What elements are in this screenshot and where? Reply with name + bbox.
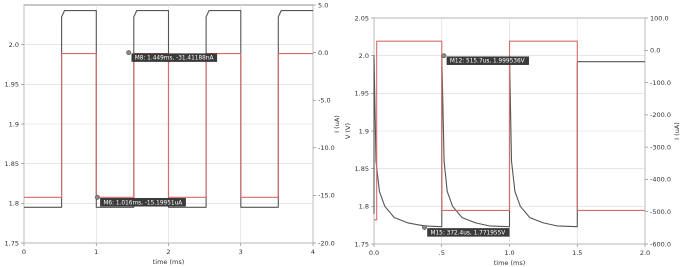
y-right-tick-label: -10.0 bbox=[318, 144, 335, 153]
y-left-tick-label: 1.75 bbox=[4, 239, 19, 248]
y-left-tick-label: 1.8 bbox=[8, 199, 19, 208]
y-right-tick-label: -300.0 bbox=[650, 143, 671, 152]
y-left-tick-label: 2.0 bbox=[8, 40, 19, 49]
y-left-tick-label: 1.85 bbox=[354, 164, 369, 173]
marker-m12-point bbox=[442, 53, 446, 57]
x-tick-label: .5 bbox=[438, 249, 445, 257]
marker-m8-label: M8: 1.449ms, -31.41188nA bbox=[134, 55, 214, 62]
y-right-tick-label: -5.0 bbox=[318, 96, 331, 105]
y-left-tick-label: 2.0 bbox=[358, 51, 369, 60]
y-right-axis-label: I (uA) bbox=[333, 115, 341, 133]
x-tick-label: 4 bbox=[310, 248, 316, 256]
x-tick-label: 1.5 bbox=[572, 249, 583, 257]
marker-m6-label: M6: 1.016ms, -15.19951uA bbox=[103, 200, 183, 207]
y-right-tick-label: -400.0 bbox=[650, 175, 671, 184]
marker-m15-point bbox=[422, 225, 426, 229]
y-left-tick-label: 1.95 bbox=[4, 80, 19, 89]
y-right-tick-label: 0.0 bbox=[318, 48, 329, 57]
y-right-tick-label: 100.0 bbox=[650, 14, 669, 23]
y-left-axis-label: V (V) bbox=[344, 122, 352, 140]
x-axis-label: time (ms) bbox=[493, 259, 526, 267]
y-left-tick-label: 1.9 bbox=[8, 120, 19, 129]
x-tick-label: 3 bbox=[238, 248, 243, 256]
y-right-tick-label: -15.0 bbox=[318, 191, 335, 200]
x-tick-label: 0.0 bbox=[368, 249, 380, 257]
y-right-tick-label: -500.0 bbox=[650, 208, 671, 217]
y-left-tick-label: 1.9 bbox=[358, 127, 369, 136]
y-left-tick-label: 1.75 bbox=[354, 240, 369, 249]
y-left-tick-label: 1.85 bbox=[4, 159, 19, 168]
x-tick-label: 1.0 bbox=[504, 249, 515, 257]
x-axis-label: time (ms) bbox=[152, 258, 185, 266]
marker-m6-point bbox=[95, 195, 99, 199]
y-right-tick-label: -200.0 bbox=[650, 111, 671, 120]
y-left-tick-label: 1.95 bbox=[354, 89, 369, 98]
y-right-tick-label: -600.0 bbox=[650, 240, 671, 249]
chart-right bbox=[340, 0, 681, 267]
marker-m8-point bbox=[126, 50, 130, 54]
y-right-tick-label: 0.0 bbox=[650, 46, 661, 55]
marker-m12-label: M12: 515.7us, 1.999536V bbox=[449, 58, 525, 65]
y-left-tick-label: 1.8 bbox=[358, 202, 369, 211]
y-right-tick-label: -100.0 bbox=[650, 78, 671, 87]
x-tick-label: 2.0 bbox=[639, 249, 651, 257]
y-left-tick-label: 2.05 bbox=[354, 14, 369, 23]
x-tick-label: 2 bbox=[166, 248, 171, 256]
marker-m15-label: M15: 372.4us, 1.771955V bbox=[430, 230, 506, 237]
x-tick-label: 0 bbox=[21, 248, 27, 256]
chart-left bbox=[0, 0, 340, 267]
y-right-axis-label: I (uA) bbox=[673, 122, 681, 140]
x-tick-label: 1 bbox=[94, 248, 99, 256]
y-right-tick-label: -20.0 bbox=[318, 239, 335, 248]
y-right-tick-label: 5.0 bbox=[318, 1, 329, 10]
